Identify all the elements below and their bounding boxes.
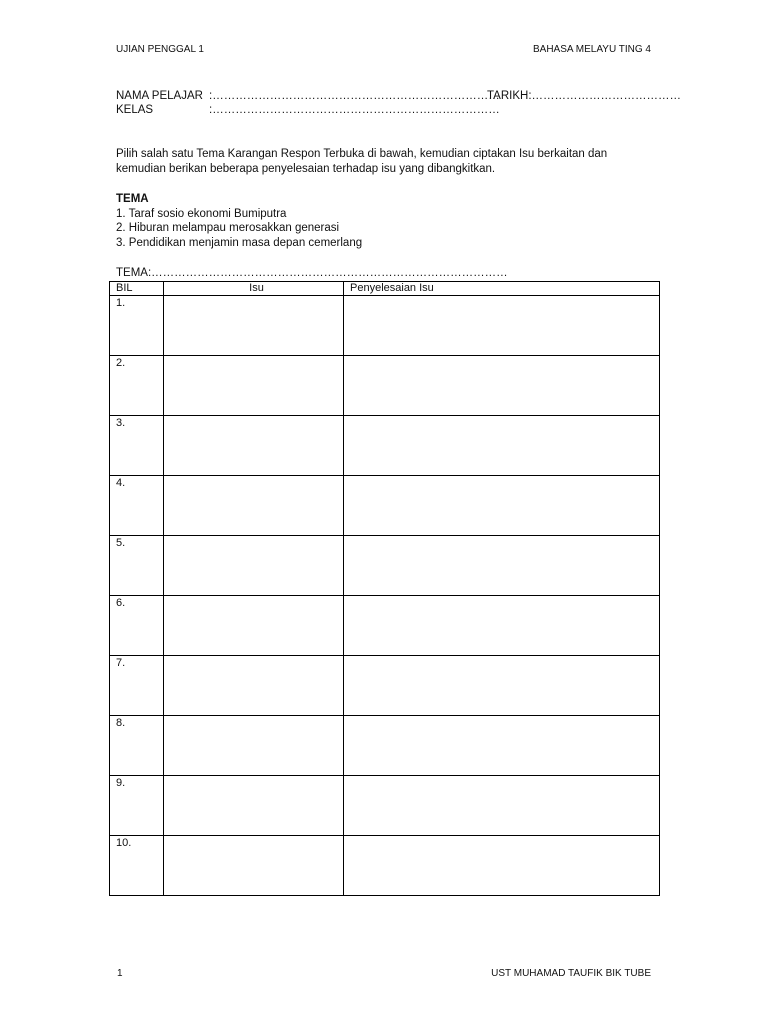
penyelesaian-cell[interactable] [344, 476, 660, 536]
column-header-isu: Isu [164, 282, 344, 296]
row-number: 8. [110, 716, 164, 776]
row-number: 9. [110, 776, 164, 836]
table-row [110, 836, 660, 896]
header-left: UJIAN PENGGAL 1 [116, 44, 204, 55]
table-row [110, 716, 660, 776]
table-row [110, 476, 660, 536]
theme-heading: TEMA [116, 193, 149, 205]
row-number: 4. [110, 476, 164, 536]
theme-item: 1. Taraf sosio ekonomi Bumiputra [116, 208, 287, 220]
penyelesaian-cell[interactable] [344, 296, 660, 356]
theme-item: 2. Hiburan melampau merosakkan generasi [116, 222, 340, 234]
isu-cell[interactable] [164, 356, 344, 416]
penyelesaian-cell[interactable] [344, 356, 660, 416]
isu-cell[interactable] [164, 536, 344, 596]
answer-table [109, 281, 660, 896]
isu-cell[interactable] [164, 656, 344, 716]
table-row [110, 416, 660, 476]
page-number: 1 [117, 968, 123, 979]
isu-cell[interactable] [164, 296, 344, 356]
row-number: 3. [110, 416, 164, 476]
table-row [110, 536, 660, 596]
name-field[interactable]: :………………………………………………………………… [209, 90, 500, 102]
table-header-row [110, 282, 660, 296]
column-header-penyelesaian: Penyelesaian Isu [344, 282, 660, 296]
row-number: 2. [110, 356, 164, 416]
row-number: 10. [110, 836, 164, 896]
row-number: 5. [110, 536, 164, 596]
table-row [110, 296, 660, 356]
penyelesaian-cell[interactable] [344, 776, 660, 836]
penyelesaian-cell[interactable] [344, 536, 660, 596]
isu-cell[interactable] [164, 596, 344, 656]
row-number: 7. [110, 656, 164, 716]
column-header-bil: BIL [110, 282, 164, 296]
table-row [110, 356, 660, 416]
class-label: KELAS [116, 104, 154, 116]
table-row [110, 776, 660, 836]
date-field[interactable]: TARIKH:………………………………… [487, 90, 682, 102]
header-right: BAHASA MELAYU TING 4 [532, 44, 651, 55]
penyelesaian-cell[interactable] [344, 716, 660, 776]
penyelesaian-cell[interactable] [344, 416, 660, 476]
isu-cell[interactable] [164, 776, 344, 836]
name-label: NAMA PELAJAR [116, 90, 203, 102]
footer-author: UST MUHAMAD TAUFIK BIK TUBE [491, 968, 651, 979]
penyelesaian-cell[interactable] [344, 656, 660, 716]
class-field[interactable]: :………………………………………………………………… [209, 104, 500, 116]
isu-cell[interactable] [164, 716, 344, 776]
table-row [110, 656, 660, 716]
theme-item: 3. Pendidikan menjamin masa depan cemerlang [116, 237, 363, 249]
instruction-line-2: kemudian berikan beberapa penyelesaian terhadap isu yang dibangkitkan. [116, 163, 496, 175]
isu-cell[interactable] [164, 476, 344, 536]
penyelesaian-cell[interactable] [344, 596, 660, 656]
penyelesaian-cell[interactable] [344, 836, 660, 896]
isu-cell[interactable] [164, 836, 344, 896]
theme-field[interactable]: TEMA:………………………………………………………………………………… [116, 267, 508, 279]
table-row [110, 596, 660, 656]
isu-cell[interactable] [164, 416, 344, 476]
instruction-line-1: Pilih salah satu Tema Karangan Respon Terbuka di bawah, kemudian ciptakan Isu berkaitan dan [116, 148, 608, 160]
row-number: 6. [110, 596, 164, 656]
row-number: 1. [110, 296, 164, 356]
